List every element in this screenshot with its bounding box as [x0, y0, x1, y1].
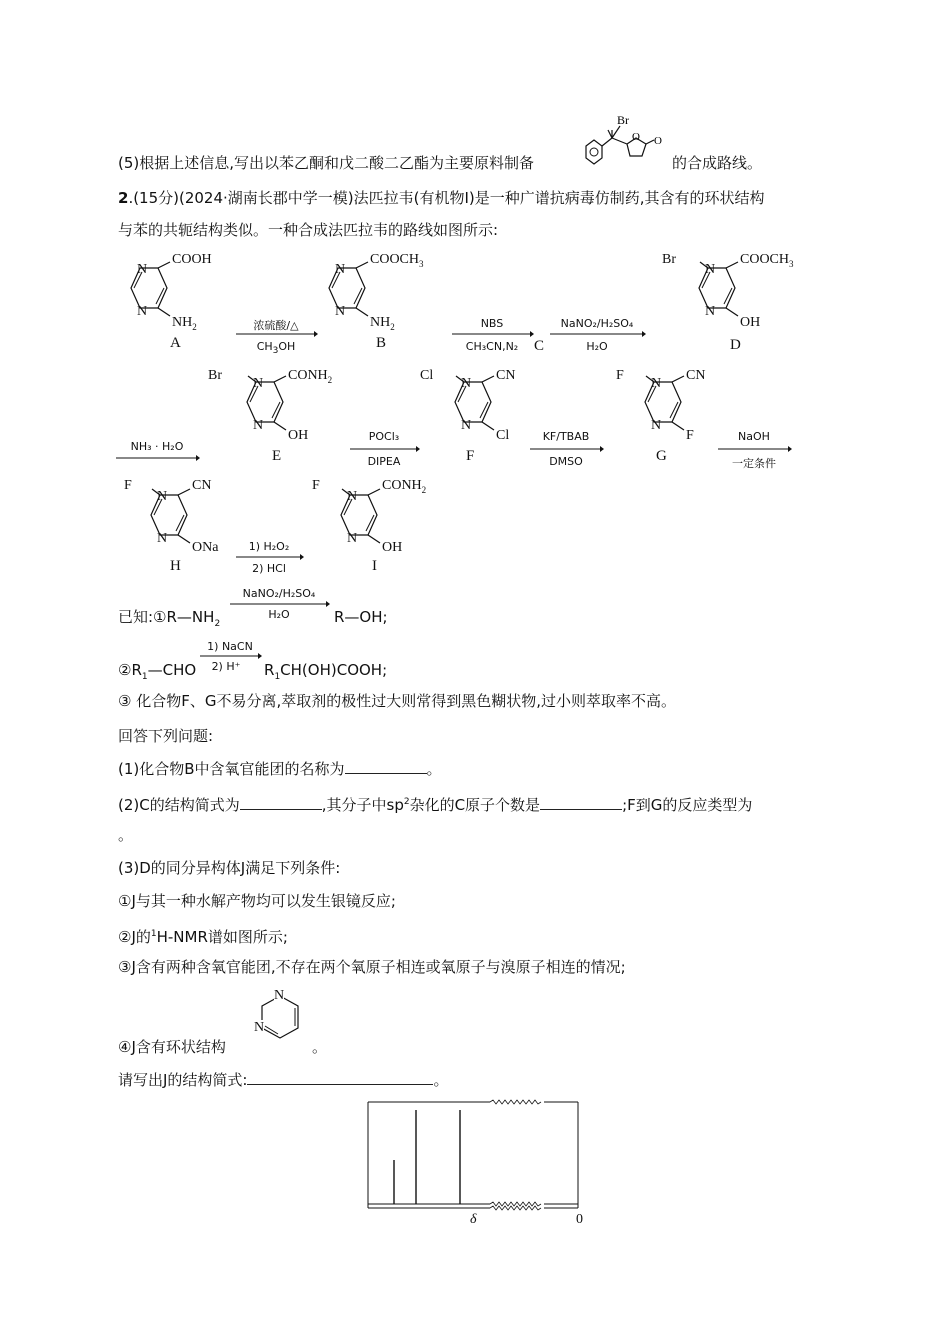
compound-a-cooh: COOH [172, 252, 212, 267]
arrow7 [718, 445, 792, 453]
compound-e-ring [236, 372, 296, 444]
compound-e-label: E [272, 448, 282, 464]
arrow8-bottom: 2) HCl [252, 562, 286, 575]
compound-i-ring-n2: N [347, 531, 358, 546]
compound-a-ring [120, 258, 180, 330]
compound-i-label: I [372, 558, 377, 574]
q5-text-after: 的合成路线。 [672, 154, 763, 172]
compound-d-cooch3: $COOCH_3$ [740, 252, 794, 269]
condition-3: ③J含有两种含氧官能团,不存在两个氧原子相连或氧原子与溴原子相连的情况; [118, 958, 626, 976]
compound-d-ring-n2: N [705, 304, 716, 319]
arrow1-top: 浓硫酸/△ [253, 319, 299, 332]
q5-o-ring-text: O [632, 131, 640, 143]
question-1: (1)化合物B中含氧官能团的名称为 。 [118, 760, 442, 778]
compound-d-oh: OH [740, 315, 761, 330]
arrow6-bottom: DMSO [549, 455, 583, 468]
compound-h-f: F [124, 478, 132, 493]
condition-2: ②J的$^1$H-NMR谱如图所示; [118, 928, 288, 946]
known2-product: $R_1CH(OH)COOH$; [264, 661, 388, 682]
arrow7-top: NaOH [738, 430, 770, 443]
compound-h-ring-n1: N [157, 489, 168, 504]
q2-header-line1 [118, 188, 765, 208]
compound-g-cn: CN [686, 368, 706, 383]
known2-bottom: 2) H⁺ [211, 660, 241, 673]
question-2-end: 。 [118, 826, 134, 844]
arrow1 [236, 330, 318, 338]
compound-b-ring-n1: N [335, 262, 346, 277]
compound-h-ring-n2: N [157, 531, 168, 546]
compound-h-cn: CN [192, 478, 212, 493]
compound-f-label: F [466, 448, 475, 464]
condition-1: ①J与其一种水解产物均可以发生银镜反应; [118, 892, 396, 910]
compound-f-ring-n1: N [461, 376, 472, 391]
compound-f-ring [444, 372, 504, 444]
known1-product: R—OH; [334, 608, 388, 626]
known1-top: NaNO₂/H₂SO₄ [242, 587, 316, 600]
compound-g-ring-n1: N [651, 376, 662, 391]
compound-b-label: B [376, 335, 387, 351]
compound-i-ring [330, 485, 390, 557]
pyrimidine-n2: N [254, 1020, 265, 1035]
question-3-intro: (3)D的同分异构体J满足下列条件: [118, 859, 341, 877]
known1-bottom: H₂O [268, 608, 290, 621]
arrow5 [350, 445, 420, 453]
nmr-zero-label: 0 [576, 1212, 583, 1227]
known2-line: $②R_1—CHO$ [118, 661, 197, 682]
condition-4-end: 。 [312, 1038, 328, 1056]
known1-arrow [230, 600, 330, 608]
q5-target-structure [572, 108, 672, 178]
compound-e-oh: OH [288, 428, 309, 443]
compound-g-f-top: F [616, 368, 624, 383]
compound-c-label: C [534, 338, 545, 354]
answer-blank-3[interactable] [247, 1070, 433, 1085]
arrow2 [452, 330, 534, 338]
q2-number: 2 [118, 189, 129, 207]
compound-g-label: G [656, 448, 667, 464]
compound-i-f: F [312, 478, 320, 493]
arrow5-top: POCl₃ [368, 430, 400, 443]
q2-header-line2: 与苯的共轭结构类似。一种合成法匹拉韦的路线如图所示: [118, 221, 499, 239]
arrow8 [236, 553, 304, 561]
compound-a-ring-n2: N [137, 304, 148, 319]
compound-b-nh2: $NH_2$ [370, 315, 395, 332]
nmr-delta-label: δ [470, 1212, 477, 1227]
compound-g-f: F [686, 428, 694, 443]
compound-a-ring-n1: N [137, 262, 148, 277]
q2-header-rest: .(15分)(2024·湖南长郡中学一模)法匹拉韦(有机物I)是一种广谱抗病毒仿制药,其含有的环状结构 [128, 189, 765, 207]
questions-intro: 回答下列问题: [118, 727, 214, 745]
compound-i-oh: OH [382, 540, 403, 555]
compound-a-nh2: $NH_2$ [172, 315, 197, 332]
compound-d-br: Br [662, 252, 676, 267]
known1-line: 已知$:①R—NH_2$ [118, 608, 221, 629]
compound-d-ring-n1: N [705, 262, 716, 277]
arrow2-bottom: CH₃CN,N₂ [465, 340, 519, 353]
compound-f-cl: Cl [496, 428, 510, 443]
compound-f-cn: CN [496, 368, 516, 383]
condition-4: ④J含有环状结构 [118, 1038, 226, 1056]
compound-g-ring [634, 372, 694, 444]
arrow3-bottom: H₂O [586, 340, 608, 353]
compound-h-ring [140, 485, 200, 557]
arrow3-top: NaNO₂/H₂SO₄ [560, 317, 634, 330]
arrow1-bottom: $CH_3OH$ [256, 340, 296, 357]
compound-f-cl-top: Cl [420, 368, 434, 383]
q5-text-before: (5)根据上述信息,写出以苯乙酮和戊二酸二乙酯为主要原料制备 [118, 154, 535, 172]
compound-e-conh2: $CONH_2$ [288, 368, 333, 385]
compound-b-ring [318, 258, 378, 330]
known3-line: ③ 化合物F、G不易分离,萃取剂的极性过大则常得到黑色糊状物,过小则萃取率不高。 [118, 692, 677, 710]
compound-e-br: Br [208, 368, 222, 383]
arrow6 [530, 445, 604, 453]
compound-e-ring-n2: N [253, 418, 264, 433]
arrow8-top: 1) H₂O₂ [248, 540, 290, 553]
arrow4 [116, 454, 200, 462]
answer-blank-2b[interactable] [540, 795, 622, 810]
pyrimidine-n1: N [274, 988, 285, 1003]
compound-g-ring-n2: N [651, 418, 662, 433]
q5-o-carbonyl-text: O [654, 135, 662, 147]
nmr-spectrum [360, 1098, 590, 1218]
arrow6-top: KF/TBAB [542, 430, 590, 443]
arrow4-top: NH₃ · H₂O [130, 440, 184, 453]
answer-blank-1[interactable] [345, 759, 427, 774]
compound-a-label: A [170, 335, 181, 351]
q5-line-end [672, 153, 762, 173]
answer-blank-2a[interactable] [240, 795, 322, 810]
compound-b-ring-n2: N [335, 304, 346, 319]
compound-i-conh2: $CONH_2$ [382, 478, 427, 495]
compound-i-ring-n1: N [347, 489, 358, 504]
compound-d-ring [688, 258, 748, 330]
known2-top: 1) NaCN [207, 640, 253, 653]
compound-d-label: D [730, 337, 741, 353]
arrow7-bottom: 一定条件 [732, 457, 776, 470]
question-3-ask: 请写出J的结构简式: 。 [118, 1071, 449, 1089]
arrow5-bottom: DIPEA [367, 455, 401, 468]
compound-f-ring-n2: N [461, 418, 472, 433]
compound-h-label: H [170, 558, 181, 574]
compound-e-ring-n1: N [253, 376, 264, 391]
question-2: (2)C的结构简式为 ,其分子中$sp^2$杂化的C原子个数是 ;F到G的反应类型为 [118, 796, 753, 814]
known2-arrow [200, 652, 262, 660]
arrow3 [550, 330, 646, 338]
compound-b-cooch3: $COOCH_3$ [370, 252, 424, 269]
compound-h-ona: ONa [192, 540, 219, 555]
arrow2-top: NBS [480, 317, 504, 330]
q5-line [118, 153, 534, 173]
q5-br-text: Br [617, 113, 629, 127]
